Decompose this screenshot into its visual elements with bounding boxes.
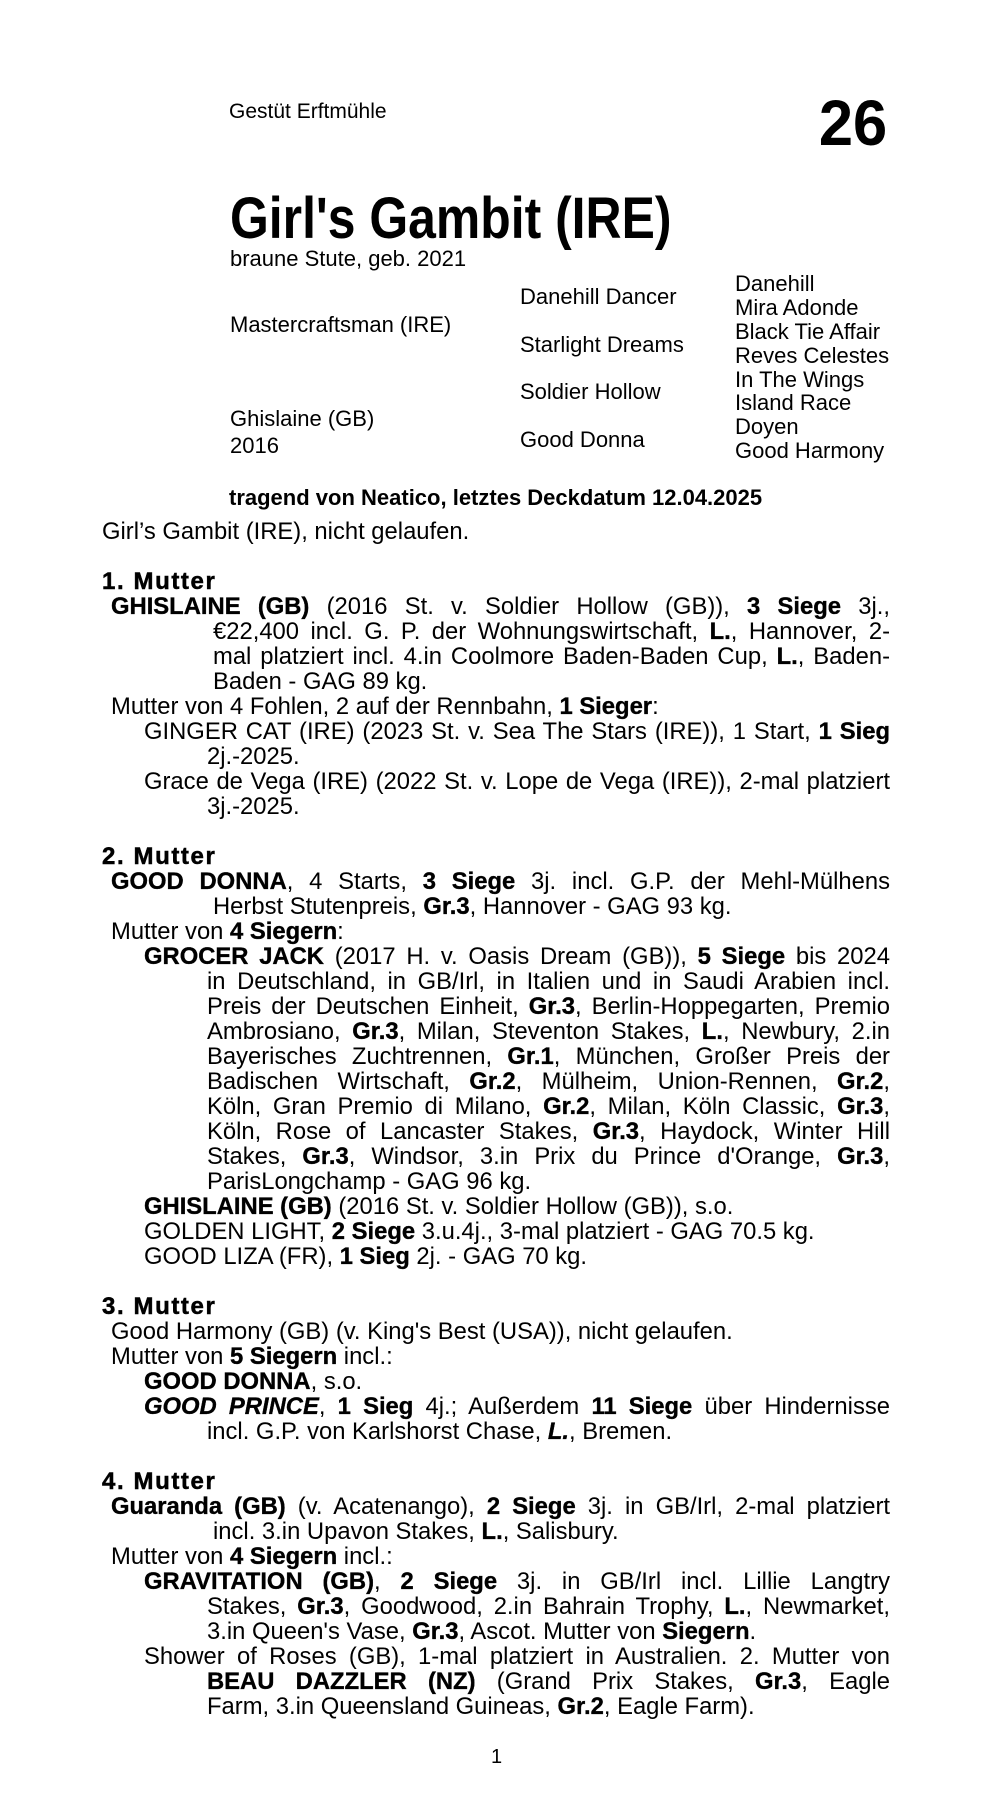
- entry-line: [0, 769, 993, 794]
- entry-line: [0, 794, 993, 819]
- entry-line-text: [207, 1694, 890, 1719]
- text-run: 3j.-2025.: [207, 793, 300, 820]
- entry-line: [0, 1419, 993, 1444]
- entry-line: [0, 1494, 993, 1519]
- emphasized-text: GHISLAINE (GB): [144, 1193, 332, 1220]
- emphasized-text: 1 Sieg: [339, 1243, 410, 1270]
- pedigree-great-grandparent: Island Race: [735, 390, 852, 415]
- emphasized-text: GOOD DONNA: [111, 868, 287, 895]
- text-run: Preis der Deutschen Einheit,: [207, 993, 529, 1020]
- pedigree-grandparent: Soldier Hollow: [520, 379, 661, 404]
- text-run: Köln, Gran Premio di Milano,: [207, 1093, 544, 1120]
- entry-line-text: [111, 869, 890, 894]
- pedigree-great-grandparent: In The Wings: [735, 367, 865, 392]
- entry-line-text: [144, 1194, 890, 1219]
- emphasized-text: GOOD DONNA: [144, 1368, 311, 1395]
- entry-line-text: [213, 644, 890, 669]
- emphasized-text: Gr.3: [592, 1118, 640, 1145]
- horse-name-title: Girl's Gambit (IRE): [230, 186, 672, 251]
- text-run: , München, Großer Preis der: [553, 1043, 890, 1070]
- emphasized-text: Gr.3: [837, 1143, 884, 1170]
- offspring-entry: [0, 1394, 993, 1444]
- entry-line: [0, 1169, 993, 1194]
- entry-line: [0, 669, 993, 694]
- offspring-entry: [0, 1219, 993, 1244]
- entry-line-text: [207, 1119, 890, 1144]
- text-run: .: [749, 1618, 757, 1645]
- race-record: Girl’s Gambit (IRE), nicht gelaufen.: [102, 518, 470, 545]
- text-run: , Milan, Köln Classic,: [589, 1093, 838, 1120]
- text-run: GINGER CAT (IRE) (2023 St. v. Sea The Stars (IRE)), 1 Start,: [144, 718, 819, 745]
- dam-entry: [0, 594, 993, 694]
- dam-entry: [0, 1344, 993, 1369]
- text-run: (Grand Prix Stakes,: [475, 1668, 755, 1695]
- text-run: 3j. incl. G.P. der Mehl-Mülhens: [515, 868, 890, 895]
- text-run: 4j.; Außerdem: [413, 1393, 592, 1420]
- text-run: incl.:: [337, 1343, 393, 1370]
- entry-line-text: [207, 1169, 890, 1194]
- entry-line-text: [207, 1069, 890, 1094]
- text-run: (2016 St. v. Soldier Hollow (GB)),: [309, 593, 748, 620]
- emphasized-text: 2 Siege: [400, 1568, 498, 1595]
- dam-entry: [0, 1319, 993, 1344]
- entry-line: [0, 869, 993, 894]
- text-run: , Bremen.: [568, 1418, 673, 1445]
- text-run: Stakes,: [207, 1143, 303, 1170]
- emphasized-text: Gr.3: [837, 1093, 884, 1120]
- section-heading: [0, 1469, 993, 1494]
- entry-line-text: [111, 1494, 890, 1519]
- text-run: Good Harmony (GB) (v. King's Best (USA)), nicht gelaufen.: [111, 1318, 733, 1345]
- race-record-line: [0, 519, 993, 544]
- lot-number: 26: [818, 87, 887, 159]
- text-run: , Haydock, Winter Hill: [639, 1118, 890, 1145]
- emphasized-text: Gr.2: [469, 1068, 516, 1095]
- pedigree-great-grandparent: Black Tie Affair: [735, 319, 881, 344]
- text-run: (2016 St. v. Soldier Hollow (GB)), s.o.: [331, 1193, 734, 1220]
- emphasized-text: 3 Siege: [422, 868, 516, 895]
- text-run: mal platziert incl. 4.in Coolmore Baden-Baden Cup,: [213, 643, 777, 670]
- pedigree-dam: Ghislaine (GB): [230, 406, 375, 431]
- emphasized-text: 5 Siegern: [230, 1343, 338, 1370]
- entry-line: [0, 1394, 993, 1419]
- text-run: in Deutschland, in GB/Irl, in Italien und in Saudi Arabien incl.: [207, 968, 890, 995]
- entry-line-text: [207, 1619, 890, 1644]
- entry-line-text: [207, 1094, 890, 1119]
- text-run: ,: [318, 1393, 338, 1420]
- emphasized-text: Gr.3: [754, 1668, 802, 1695]
- text-run: , Newbury, 2.in: [722, 1018, 890, 1045]
- text-run: , Eagle: [801, 1668, 891, 1695]
- text-run: , Hannover, 2-: [730, 618, 890, 645]
- entry-line: [0, 1619, 993, 1644]
- emphasized-text: Gr.2: [837, 1068, 884, 1095]
- text-run: , 4 Starts,: [286, 868, 423, 895]
- entry-line-text: [144, 719, 890, 744]
- entry-line: [0, 1594, 993, 1619]
- text-run: 2j. - GAG 70 kg.: [409, 1243, 588, 1270]
- entry-line: [0, 1694, 993, 1719]
- entry-line-text: [207, 1419, 890, 1444]
- offspring-entry: [0, 1569, 993, 1644]
- entry-line-text: [111, 919, 890, 944]
- entry-line-text: [207, 1594, 890, 1619]
- stud-name: Gestüt Erftmühle: [229, 100, 387, 123]
- entry-line: [0, 1644, 993, 1669]
- offspring-entry: [0, 769, 993, 819]
- text-run: ,: [883, 1093, 891, 1120]
- entry-line: [0, 1094, 993, 1119]
- entry-line: [0, 1244, 993, 1269]
- text-run: , Salisbury.: [502, 1518, 619, 1545]
- entry-line: [0, 694, 993, 719]
- emphasized-text: 11 Siege: [591, 1393, 693, 1420]
- entry-line-text: [144, 1369, 890, 1394]
- emphasized-text: 1 Sieg: [337, 1393, 414, 1420]
- text-run: Mutter von: [111, 918, 231, 945]
- pedigree-great-grandparent: Good Harmony: [735, 438, 885, 463]
- text-run: incl. G.P. von Karlshorst Chase,: [207, 1418, 548, 1445]
- pedigree-sire: Mastercraftsman (IRE): [230, 312, 452, 337]
- emphasized-text: 1 Sieg: [818, 718, 890, 745]
- entry-line-text: [111, 1544, 890, 1569]
- entry-line: [0, 1344, 993, 1369]
- offspring-entry: [0, 944, 993, 1194]
- text-run: Köln, Rose of Lancaster Stakes,: [207, 1118, 593, 1145]
- entry-line: [0, 644, 993, 669]
- text-run: , Ascot. Mutter von: [458, 1618, 663, 1645]
- section-heading-text: 4. Mutter: [102, 1468, 217, 1495]
- entry-line-text: [144, 769, 890, 794]
- entry-line-text: [207, 1669, 890, 1694]
- entry-line-text: [207, 1019, 890, 1044]
- emphasized-text: Gr.3: [352, 1018, 399, 1045]
- section-heading: [0, 569, 993, 594]
- entry-line: [0, 719, 993, 744]
- emphasized-text: 1 Sieger: [559, 693, 653, 720]
- entry-line-text: [207, 1144, 890, 1169]
- dam-section: [0, 844, 993, 1269]
- emphasized-text: Gr.2: [557, 1693, 604, 1720]
- text-run: , Goodwood, 2.in Bahrain Trophy,: [343, 1593, 725, 1620]
- section-heading: [0, 844, 993, 869]
- emphasized-text: GROCER JACK: [144, 943, 324, 970]
- emphasized-text: GHISLAINE (GB): [111, 593, 310, 620]
- entry-line-text: [207, 994, 890, 1019]
- emphasized-text: Gr.3: [412, 1618, 459, 1645]
- emphasized-text: L.: [481, 1518, 503, 1545]
- entry-line: [0, 1219, 993, 1244]
- entry-line: [0, 944, 993, 969]
- covering-note: tragend von Neatico, letztes Deckdatum 12.04.2025: [229, 485, 763, 510]
- offspring-entry: [0, 1369, 993, 1394]
- text-run: Stakes,: [207, 1593, 298, 1620]
- entry-line: [0, 994, 993, 1019]
- text-run: 3.u.4j., 3-mal platziert - GAG 70.5 kg.: [415, 1218, 815, 1245]
- entry-line-text: [111, 594, 890, 619]
- dam-entry: [0, 869, 993, 919]
- text-run: 2j.-2025.: [207, 743, 300, 770]
- pedigree-great-grandparent: Danehill: [735, 271, 815, 296]
- emphasized-text: Guaranda (GB): [111, 1493, 286, 1520]
- entry-line: [0, 1519, 993, 1544]
- emphasized-text: BEAU DAZZLER (NZ): [207, 1668, 476, 1695]
- entry-line-text: [213, 669, 890, 694]
- entry-line-text: [144, 944, 890, 969]
- text-run: :: [337, 918, 344, 945]
- pedigree-grandparent: Danehill Dancer: [520, 284, 677, 309]
- entry-line: [0, 894, 993, 919]
- text-run: 3j.,: [841, 593, 890, 620]
- entry-line: [0, 594, 993, 619]
- text-run: incl.:: [337, 1543, 393, 1570]
- text-run: , Newmarket,: [745, 1593, 890, 1620]
- horse-description: braune Stute, geb. 2021: [230, 246, 467, 271]
- text-run: 3j. in GB/Irl, 2-mal platziert: [575, 1493, 890, 1520]
- entry-line-text: [111, 694, 890, 719]
- text-run: Mutter von: [111, 1543, 231, 1570]
- entry-line: [0, 1369, 993, 1394]
- text-run: €22,400 incl. G. P. der Wohnungswirtschaft,: [213, 618, 710, 645]
- text-run: Mutter von 4 Fohlen, 2 auf der Rennbahn,: [111, 693, 560, 720]
- entry-line-text: [111, 1344, 890, 1369]
- text-run: , Windsor, 3.in Prix du Prince d'Orange,: [348, 1143, 838, 1170]
- pedigree-great-grandparent: Mira Adonde: [735, 295, 859, 320]
- emphasized-text: 4 Siegern: [230, 918, 338, 945]
- emphasized-text: 3 Siege: [747, 593, 841, 620]
- entry-line: [0, 1019, 993, 1044]
- emphasized-text: 5 Siege: [697, 943, 786, 970]
- entry-line: [0, 1044, 993, 1069]
- text-run: bis 2024: [785, 943, 890, 970]
- text-run: , Mülheim, Union-Rennen,: [515, 1068, 838, 1095]
- text-run: , Baden-: [797, 643, 890, 670]
- entry-line: [0, 1569, 993, 1594]
- entry-line-text: [111, 1319, 890, 1344]
- dam-section: [0, 569, 993, 819]
- text-run: Herbst Stutenpreis,: [213, 893, 424, 920]
- text-run: ,: [374, 1568, 401, 1595]
- entry-line: [0, 919, 993, 944]
- dam-section: [0, 1469, 993, 1719]
- section-heading-text: 1. Mutter: [102, 568, 217, 595]
- offspring-entry: [0, 1244, 993, 1269]
- emphasized-text: 2 Siege: [331, 1218, 416, 1245]
- emphasized-text: Gr.3: [528, 993, 576, 1020]
- emphasized-text: L.: [701, 1018, 723, 1045]
- emphasized-text: Gr.1: [507, 1043, 554, 1070]
- text-run: , Hannover - GAG 93 kg.: [469, 893, 732, 920]
- entry-line-text: [144, 1219, 890, 1244]
- offspring-entry: [0, 1644, 993, 1719]
- dam-entry: [0, 1494, 993, 1544]
- text-run: über Hindernisse: [692, 1393, 890, 1420]
- section-heading-text: 3. Mutter: [102, 1293, 217, 1320]
- pedigree-grandparent: Starlight Dreams: [520, 332, 684, 357]
- text-run: 3j. in GB/Irl incl. Lillie Langtry: [497, 1568, 890, 1595]
- entry-line-text: [213, 894, 890, 919]
- entry-line-text: [144, 1569, 890, 1594]
- pedigree-grandparent: Good Donna: [520, 427, 645, 452]
- emphasized-text: L.: [724, 1593, 746, 1620]
- text-run: Bayerisches Zuchtrennen,: [207, 1043, 508, 1070]
- text-run: 3.in Queen's Vase,: [207, 1618, 413, 1645]
- entry-line-text: [207, 744, 890, 769]
- emphasized-text: Gr.3: [297, 1593, 344, 1620]
- entry-line: [0, 744, 993, 769]
- entry-line: [0, 1069, 993, 1094]
- emphasized-text: Siegern: [662, 1618, 750, 1645]
- dam-entry: [0, 919, 993, 944]
- emphasized-text: GRAVITATION (GB): [144, 1568, 375, 1595]
- entry-line-text: [207, 794, 890, 819]
- entry-line: [0, 1544, 993, 1569]
- entry-line-text: [207, 1044, 890, 1069]
- text-run: Mutter von: [111, 1343, 231, 1370]
- text-run: :: [652, 693, 659, 720]
- section-heading-text: 2. Mutter: [102, 843, 217, 870]
- text-run: ,: [883, 1143, 890, 1170]
- offspring-entry: [0, 1194, 993, 1219]
- dam-entry: [0, 694, 993, 719]
- emphasized-text: L.: [776, 643, 798, 670]
- emphasized-text: Gr.3: [302, 1143, 349, 1170]
- emphasized-text: GOOD PRINCE: [144, 1393, 319, 1420]
- emphasized-text: L.: [547, 1418, 569, 1445]
- offspring-entry: [0, 719, 993, 769]
- text-run: GOOD LIZA (FR),: [144, 1243, 340, 1270]
- emphasized-text: Gr.2: [543, 1093, 590, 1120]
- pedigree-great-grandparent: Reves Celestes: [735, 343, 890, 368]
- text-run: incl. 3.in Upavon Stakes,: [213, 1518, 482, 1545]
- text-run: , Berlin-Hoppegarten, Premio: [575, 993, 890, 1020]
- text-run: Ambrosiano,: [207, 1018, 353, 1045]
- page-number: 1: [490, 1746, 503, 1768]
- emphasized-text: 2 Siege: [486, 1493, 576, 1520]
- emphasized-text: Gr.3: [423, 893, 470, 920]
- entry-line-text: [144, 1394, 890, 1419]
- section-heading: [0, 1294, 993, 1319]
- text-run: Grace de Vega (IRE) (2022 St. v. Lope de Vega (IRE)), 2-mal platziert: [144, 768, 890, 795]
- pedigree-dam-year: 2016: [230, 433, 279, 458]
- entry-line-text: [213, 1519, 890, 1544]
- entry-line: [0, 1144, 993, 1169]
- text-run: Farm, 3.in Queensland Guineas,: [207, 1693, 558, 1720]
- dam-section: [0, 1294, 993, 1444]
- entry-line-text: [213, 619, 890, 644]
- entry-line-text: [144, 1244, 890, 1269]
- entry-line: [0, 1669, 993, 1694]
- entry-line: [0, 619, 993, 644]
- entry-line: [0, 1119, 993, 1144]
- text-run: Badischen Wirtschaft,: [207, 1068, 470, 1095]
- entry-line: [0, 1194, 993, 1219]
- produce-record: [0, 519, 993, 1719]
- text-run: ,: [883, 1068, 890, 1095]
- text-run: (2017 H. v. Oasis Dream (GB)),: [324, 943, 698, 970]
- emphasized-text: 4 Siegern: [230, 1543, 338, 1570]
- entry-line: [0, 969, 993, 994]
- dam-entry: [0, 1544, 993, 1569]
- text-run: Baden - GAG 89 kg.: [213, 668, 428, 695]
- entry-line-text: [144, 1644, 890, 1669]
- text-run: GOLDEN LIGHT,: [144, 1218, 332, 1245]
- text-run: , Milan, Steventon Stakes,: [398, 1018, 702, 1045]
- entry-line: [0, 1319, 993, 1344]
- text-run: (v. Acatenango),: [285, 1493, 487, 1520]
- text-run: , Eagle Farm).: [603, 1693, 755, 1720]
- text-run: ParisLongchamp - GAG 96 kg.: [207, 1168, 532, 1195]
- emphasized-text: L.: [709, 618, 731, 645]
- pedigree-great-grandparent: Doyen: [735, 414, 799, 439]
- text-run: , s.o.: [310, 1368, 363, 1395]
- text-run: Shower of Roses (GB), 1-mal platziert in Australien. 2. Mutter von: [144, 1643, 890, 1670]
- entry-line-text: [207, 969, 890, 994]
